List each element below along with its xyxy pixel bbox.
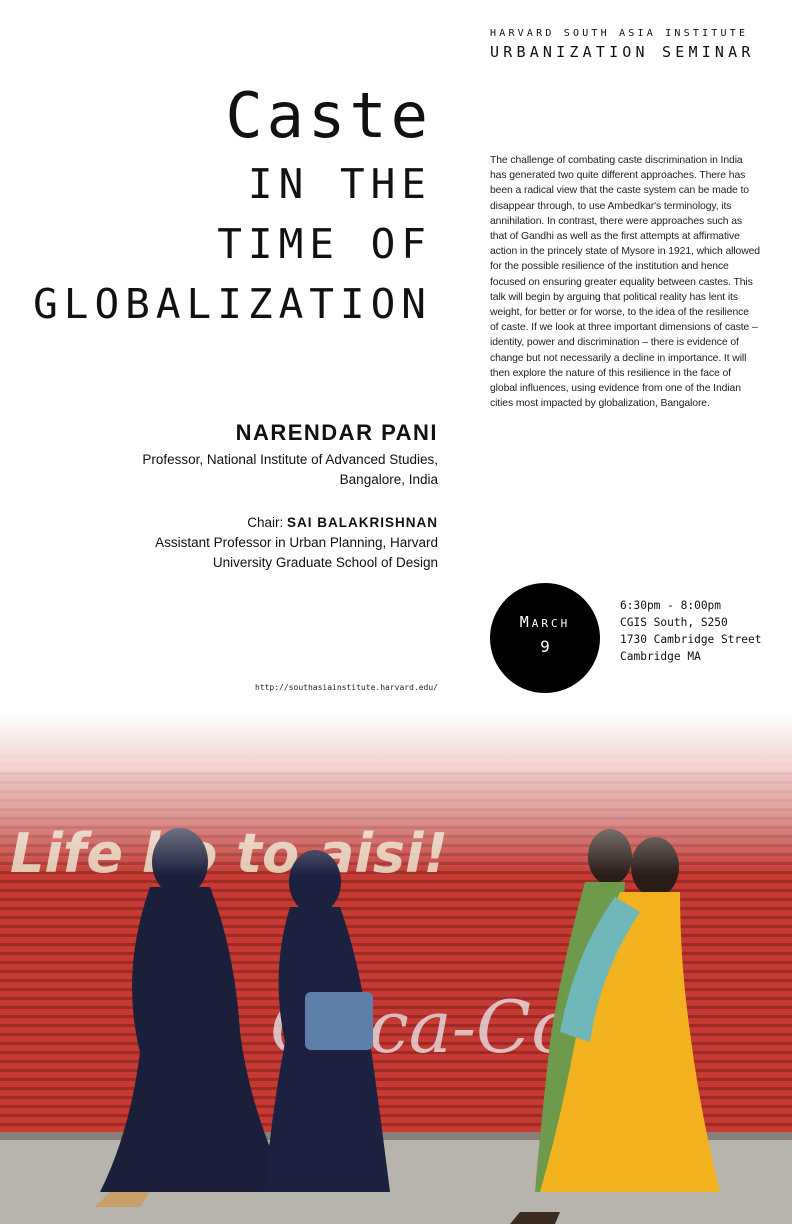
chair-label: Chair: <box>247 515 284 530</box>
chair-block <box>128 513 438 573</box>
title-line-2: IN THE <box>247 160 432 208</box>
institute-name: HARVARD SOUTH ASIA INSTITUTE <box>490 28 749 39</box>
street-photo-illustration <box>0 712 792 1224</box>
date-badge <box>490 583 600 693</box>
title-line-3: TIME OF <box>217 220 432 268</box>
institute-url[interactable]: http://southasiainstitute.harvard.edu/ <box>254 683 438 692</box>
event-time: 6:30pm - 8:00pm <box>620 599 722 612</box>
event-header <box>490 28 755 61</box>
title-line-4: GLOBALIZATION <box>33 280 432 328</box>
street-photo <box>0 712 792 1224</box>
chair-affiliation: Assistant Professor in Urban Planning, Harvard University Graduate School of Design <box>155 535 438 570</box>
chair-name: SAI BALAKRISHNAN <box>287 515 438 530</box>
event-details <box>620 597 761 665</box>
talk-title <box>33 78 432 334</box>
event-street: 1730 Cambridge Street <box>620 633 762 646</box>
date-day: 9 <box>540 637 550 656</box>
speaker-affiliation: Professor, National Institute of Advanced Studies, Bangalore, India <box>142 452 438 487</box>
title-line-1-text: Caste <box>225 79 432 152</box>
seminar-series: URBANIZATION SEMINAR <box>490 43 755 61</box>
speaker-name: NARENDAR PANI <box>235 420 438 445</box>
event-city: Cambridge MA <box>620 650 701 663</box>
speaker-block <box>138 420 438 490</box>
date-month: March <box>519 613 571 631</box>
title-line-1 <box>33 78 432 154</box>
talk-abstract: The challenge of combating caste discrimination in India has generated two quite different approaches. There has been a radical view that the caste system can be made to disappear through, to use Ambedkar's terminology, its annihilation. In contrast, there were approaches such as that of Gandhi as well as the first attempts at affirmative action in the princely state of Mysore in 1921, which allowed for the possible resilience of the institution and hence focused on ensuring greater equality between castes. This talk will begin by arguing that political reality has lent its weight, for better or for worse, to the idea of the resilience of caste. If we look at three important dimensions of caste – identity, power and discrimination – there is evidence of change but not necessarily a decline in importance. It will then explore the nature of this resilience in the face of global influences, using evidence from one of the Indian cities most impacted by globalization, Bangalore. <box>490 155 760 410</box>
event-building: CGIS South, S250 <box>620 616 728 629</box>
